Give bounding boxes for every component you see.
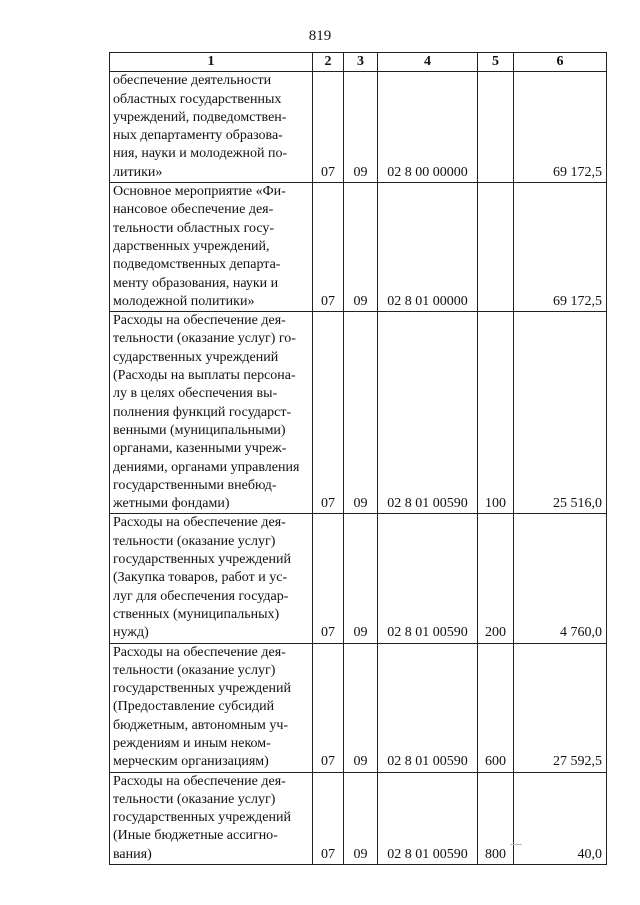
expense-type-code: 800 — [478, 772, 514, 864]
subsection-code: 09 — [344, 72, 378, 183]
amount: 4 760,0 — [514, 514, 607, 643]
description-line: органами, казенными учреж- — [113, 441, 287, 457]
description-line: государственных учреждений — [113, 810, 291, 826]
section-code: 07 — [313, 312, 344, 514]
description-line: государственными внебюд- — [113, 477, 277, 493]
target-article-code: 02 8 01 00000 — [378, 183, 478, 312]
table-body — [110, 72, 607, 865]
header-col-6: 6 — [514, 53, 607, 72]
subsection-code: 09 — [344, 183, 378, 312]
section-code: 07 — [313, 183, 344, 312]
expense-type-code — [478, 72, 514, 183]
description-line: дарственных учреждений, — [113, 238, 270, 254]
description-line: Расходы на обеспечение дея- — [113, 644, 286, 660]
target-article-code: 02 8 01 00590 — [378, 772, 478, 864]
section-code: 07 — [313, 643, 344, 772]
description-line: учреждений, подведомствен- — [113, 109, 287, 125]
table-row — [110, 312, 607, 514]
target-article-code: 02 8 01 00590 — [378, 643, 478, 772]
description-line: полнения функций государст- — [113, 404, 292, 420]
section-code: 07 — [313, 514, 344, 643]
amount: 69 172,5 — [514, 72, 607, 183]
amount: 69 172,5 — [514, 183, 607, 312]
row-description — [110, 643, 313, 772]
description-line: венными (муниципальными) — [113, 422, 286, 438]
description-line: тельности (оказание услуг) го- — [113, 331, 296, 347]
row-description — [110, 514, 313, 643]
subsection-code: 09 — [344, 312, 378, 514]
expense-type-code: 200 — [478, 514, 514, 643]
description-line: лу в целях обеспечения вы- — [113, 386, 278, 402]
amount: 27 592,5 — [514, 643, 607, 772]
table-row — [110, 772, 607, 864]
description-line: ных департаменту образова- — [113, 128, 283, 144]
table-row — [110, 643, 607, 772]
description-line: тельности (оказание услуг) — [113, 662, 276, 678]
row-description — [110, 72, 313, 183]
header-col-4: 4 — [378, 53, 478, 72]
description-line: сударственных учреждений — [113, 349, 279, 365]
description-line: ния, науки и молодежной по- — [113, 146, 288, 162]
description-line: литики» — [113, 164, 163, 180]
header-col-3: 3 — [344, 53, 378, 72]
description-line: менту образования, науки и — [113, 275, 279, 291]
description-line: тельности (оказание услуг) — [113, 791, 276, 807]
table-row — [110, 183, 607, 312]
description-line: мерческим организациям) — [113, 754, 269, 770]
subsection-code: 09 — [344, 643, 378, 772]
description-line: дениями, органами управления — [113, 459, 300, 475]
table-row — [110, 72, 607, 183]
description-line: (Закупка товаров, работ и ус- — [113, 570, 288, 586]
target-article-code: 02 8 00 00000 — [378, 72, 478, 183]
description-line: Основное мероприятие «Фи- — [113, 184, 286, 200]
subsection-code: 09 — [344, 514, 378, 643]
description-line: (Расходы на выплаты персона- — [113, 368, 296, 384]
description-line: тельности областных госу- — [113, 220, 275, 236]
expense-type-code: 100 — [478, 312, 514, 514]
budget-table — [109, 52, 607, 865]
row-description — [110, 183, 313, 312]
row-description — [110, 772, 313, 864]
description-line: жетными фондами) — [113, 496, 230, 512]
description-line: Расходы на обеспечение дея- — [113, 313, 286, 329]
expense-type-code: 600 — [478, 643, 514, 772]
description-line: областных государственных — [113, 91, 282, 107]
description-line: обеспечение деятельности — [113, 73, 272, 89]
description-line: ственных (муниципальных) — [113, 606, 280, 622]
description-line: (Иные бюджетные ассигно- — [113, 828, 278, 844]
description-line: тельности (оказание услуг) — [113, 533, 276, 549]
description-line: бюджетным, автономным уч- — [113, 717, 289, 733]
page-number: 819 — [308, 28, 332, 44]
row-description — [110, 312, 313, 514]
description-line: нансовое обеспечение дея- — [113, 202, 274, 218]
description-line: нужд) — [113, 625, 149, 641]
description-line: Расходы на обеспечение дея- — [113, 773, 286, 789]
header-col-2: 2 — [313, 53, 344, 72]
section-code: 07 — [313, 772, 344, 864]
table-row — [110, 514, 607, 643]
header-col-5: 5 — [478, 53, 514, 72]
description-line: государственных учреждений — [113, 552, 291, 568]
subsection-code: 09 — [344, 772, 378, 864]
description-line: подведомственных департа- — [113, 257, 281, 273]
description-line: (Предоставление субсидий — [113, 699, 275, 715]
description-line: реждениям и иным неком- — [113, 735, 271, 751]
header-col-1: 1 — [110, 53, 313, 72]
target-article-code: 02 8 01 00590 — [378, 312, 478, 514]
expense-type-code — [478, 183, 514, 312]
amount: 40,0 — [514, 772, 607, 864]
description-line: Расходы на обеспечение дея- — [113, 515, 286, 531]
section-code: 07 — [313, 72, 344, 183]
description-line: молодежной политики» — [113, 293, 255, 309]
description-line: вания) — [113, 846, 152, 862]
description-line: государственных учреждений — [113, 681, 291, 697]
description-line: луг для обеспечения государ- — [113, 588, 289, 604]
stray-mark — [510, 844, 522, 845]
target-article-code: 02 8 01 00590 — [378, 514, 478, 643]
table-header-row — [110, 53, 607, 72]
amount: 25 516,0 — [514, 312, 607, 514]
